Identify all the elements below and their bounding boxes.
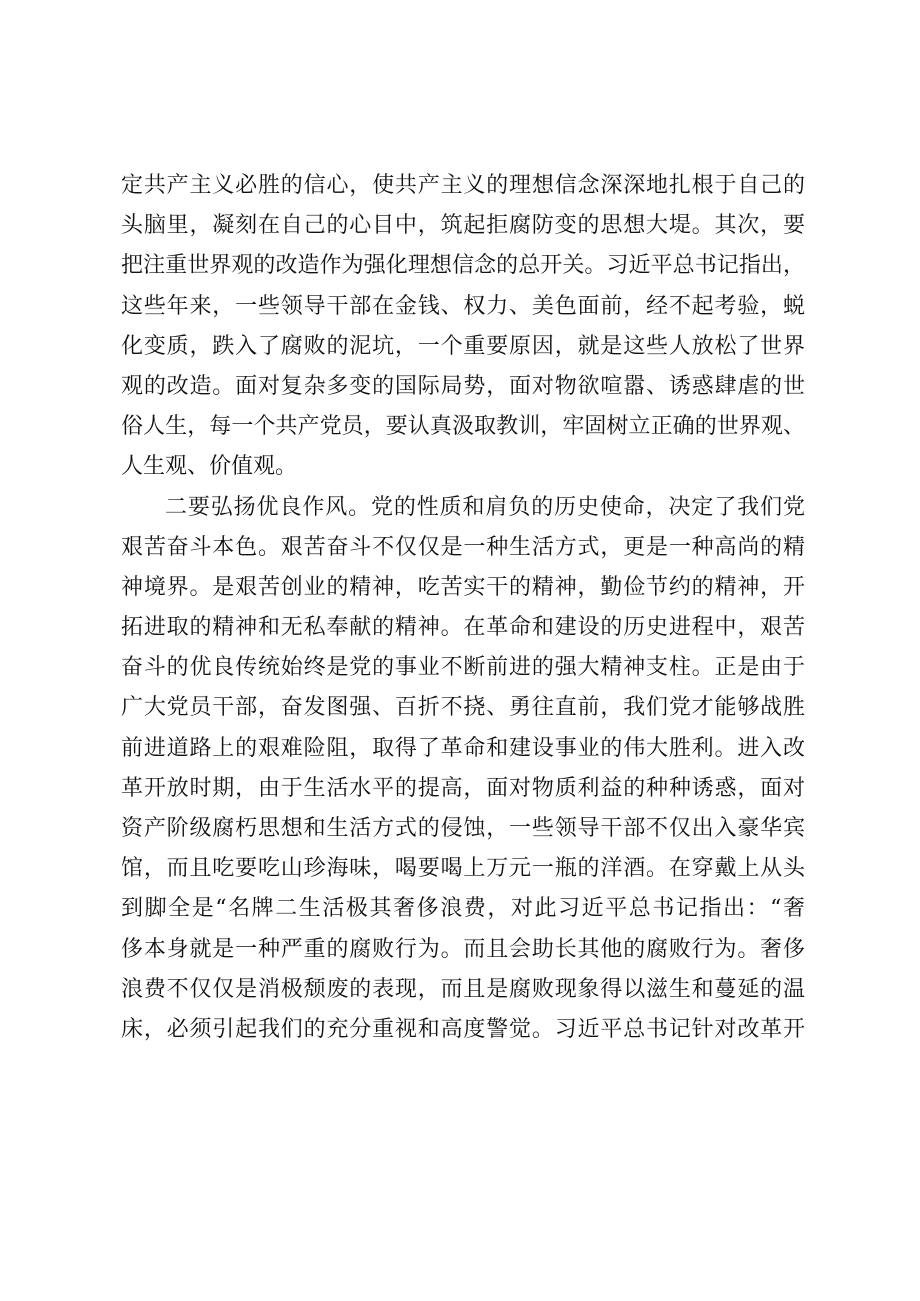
paragraph-2	[121, 488, 805, 1051]
text-line: 把注重世界观的改造作为强化理想信念的总开关。习近平总书记指出，	[121, 253, 805, 279]
text-line: 观的改造。面对复杂多变的国际局势，面对物欲喧嚣、诱惑肆虐的世	[121, 373, 805, 399]
text-line: 奋斗的优良传统始终是党的事业不断前进的强大精神支柱。正是由于	[121, 655, 805, 681]
text-line: 侈本身就是一种严重的腐败行为。而且会助长其他的腐败行为。奢侈	[121, 936, 805, 962]
text-line: 人生观、价值观。	[121, 454, 298, 480]
text-line: 神境界。是艰苦创业的精神，吃苦实干的精神，勤俭节约的精神，开	[121, 574, 805, 600]
text-line: 定共产主义必胜的信心，使共产主义的理想信念深深地扎根于自己的	[121, 173, 805, 198]
text-line: 这些年来，一些领导干部在金钱、权力、美色面前，经不起考验，蜕	[121, 293, 805, 319]
text-line: 资产阶级腐朽思想和生活方式的侵蚀，一些领导干部不仅出入豪华宾	[121, 816, 805, 841]
text-line: 俗人生，每一个共产党员，要认真汲取教训，牢固树立正确的世界观、	[121, 414, 805, 440]
text-line: 广大党员干部，奋发图强、百折不挠、勇往直前，我们党才能够战胜	[121, 695, 805, 721]
document-body	[121, 166, 805, 1050]
text-line: 拓进取的精神和无私奉献的精神。在革命和建设的历史进程中，艰苦	[121, 615, 805, 641]
paragraph-1	[121, 166, 805, 488]
text-line: 前进道路上的艰难险阻，取得了革命和建设事业的伟大胜利。进入改	[121, 735, 805, 761]
text-line: 革开放时期，由于生活水平的提高，面对物质利益的种种诱惑，面对	[121, 775, 805, 801]
text-line: 二要弘扬优良作风。党的性质和肩负的历史使命，决定了我们党	[165, 494, 805, 520]
text-line: 床，必须引起我们的充分重视和高度警觉。习近平总书记针对改革开	[121, 1016, 805, 1042]
text-line: 头脑里，凝刻在自己的心目中，筑起拒腐防变的思想大堤。其次，要	[121, 213, 805, 239]
text-line: 化变质，跌入了腐败的泥坑，一个重要原因，就是这些人放松了世界	[121, 333, 805, 359]
text-line: 艰苦奋斗本色。艰苦奋斗不仅仅是一种生活方式，更是一种高尚的精	[121, 534, 805, 560]
text-line: 到脚全是“名牌二生活极其奢侈浪费，对此习近平总书记指出：“奢	[121, 896, 805, 922]
text-line: 浪费不仅仅是消极颓废的表现，而且是腐败现象得以滋生和蔓延的温	[121, 976, 805, 1002]
text-line: 馆，而且吃要吃山珍海味，喝要喝上万元一瓶的洋酒。在穿戴上从头	[121, 856, 805, 882]
